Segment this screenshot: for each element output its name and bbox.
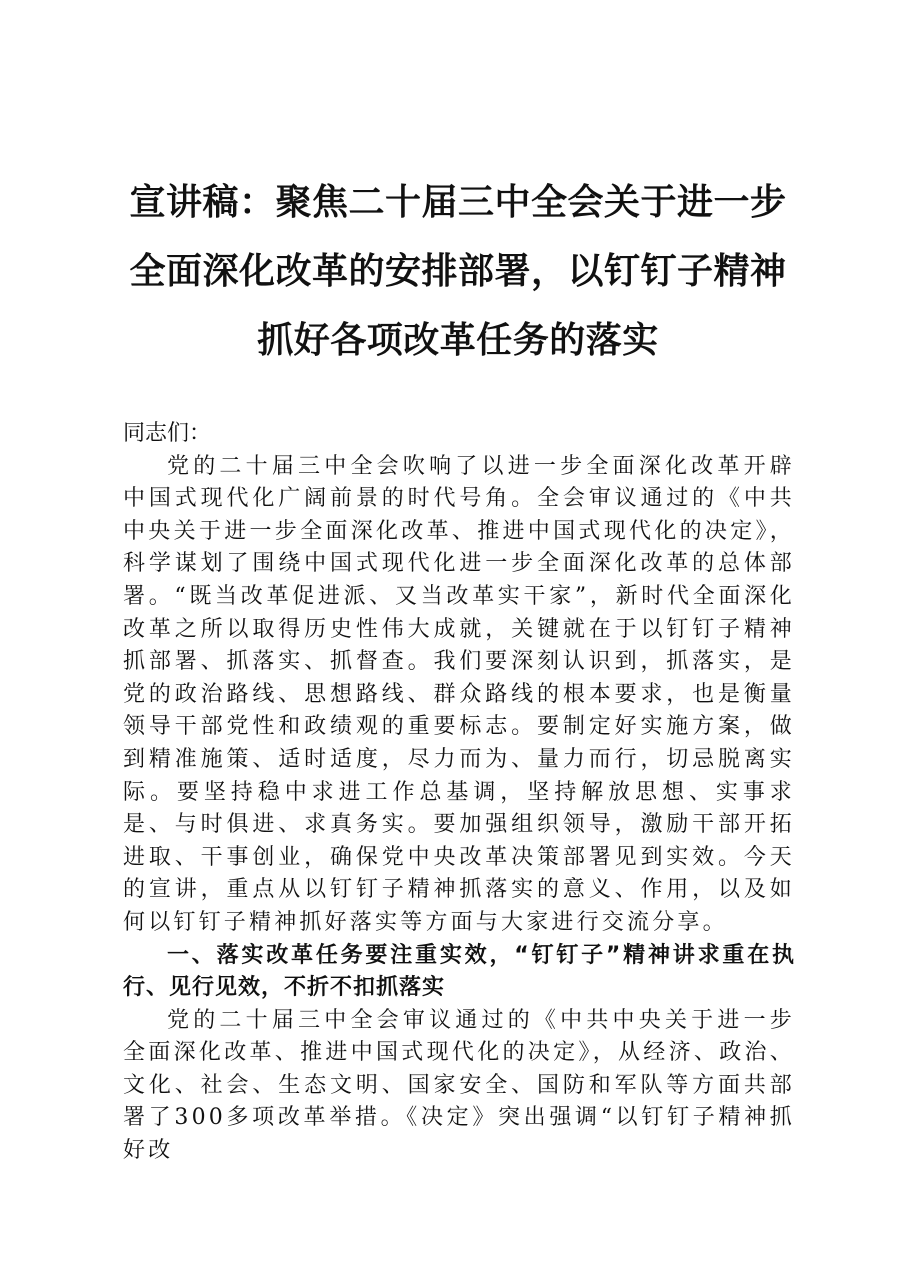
document-body (123, 418, 795, 1168)
section-1-paragraph: 党的二十届三中全会审议通过的《中共中央关于进一步全面深化改革、推进中国式现代化的决定》，从经济、政治、文化、社会、生态文明、国家安全、国防和军队等方面共部署了300多项改革举措。《决定》突出强调“以钉钉子精神抓好改 (123, 1007, 795, 1164)
document-title: 宣讲稿：聚焦二十届三中全会关于进一步全面深化改革的安排部署，以钉钉子精神抓好各项改革任务的落实 (129, 182, 787, 361)
salutation: 同志们： (123, 421, 212, 446)
intro-paragraph: 党的二十届三中全会吹响了以进一步全面深化改革开辟中国式现代化广阔前景的时代号角。全会审议通过的《中共中央关于进一步全面深化改革、推进中国式现代化的决定》，科学谋划了围绕中国式现代化进一步全面深化改革的总体部署。“既当改革促进派、又当改革实干家”，新时代全面深化改革之所以取得历史性伟大成就，关键就在于以钉钉子精神抓部署、抓落实、抓督查。我们要深刻认识到，抓落实，是党的政治路线、思想路线、群众路线的根本要求，也是衡量领导干部党性和政绩观的重要标志。要制定好实施方案，做到精准施策、适时适度，尽力而为、量力而行，切忌脱离实际。要坚持稳中求进工作总基调，坚持解放思想、实事求是、与时俱进、求真务实。要加强组织领导，激励干部开拓进取、干事创业，确保党中央改革决策部署见到实效。今天的宣讲，重点从以钉钉子精神抓落实的意义、作用，以及如何以钉钉子精神抓好落实等方面与大家进行交流分享。 (123, 453, 795, 935)
section-heading-1: 一、落实改革任务要注重实效，“钉钉子”精神讲求重在执行、见行见效，不折不扣抓落实 (123, 942, 795, 1001)
